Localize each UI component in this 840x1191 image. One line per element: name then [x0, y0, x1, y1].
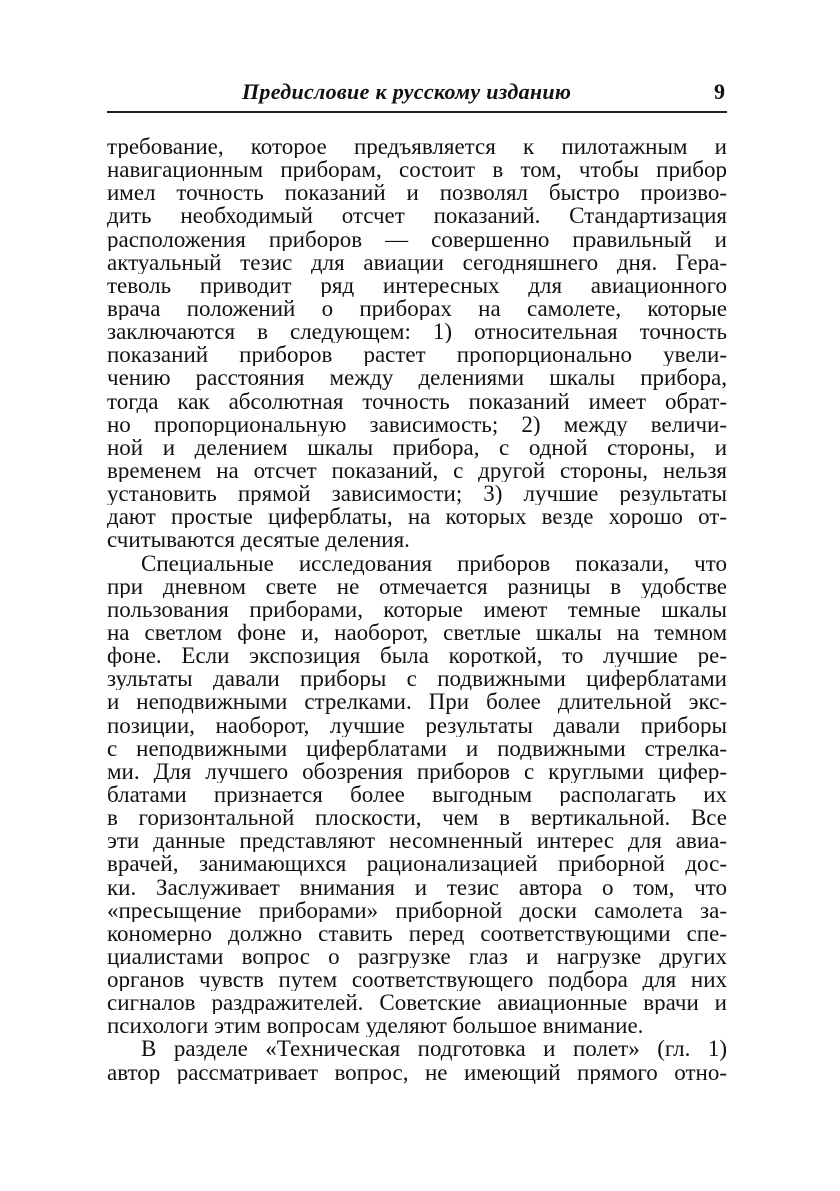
paragraph-end-line: считываются десятые деления.: [107, 528, 410, 552]
text-line: автор рассматривает вопрос, не имеющий прямого отно-: [107, 1060, 727, 1084]
text-line: позиции, наоборот, лучшие результаты давали приборы: [107, 713, 727, 737]
text-line: «пресыщение приборами» приборной доски самолета за-: [107, 898, 727, 922]
text-line: временем на отсчет показаний, с другой стороны, нельзя: [107, 458, 727, 483]
text-line: при дневном свете не отмечается разницы в удобстве: [107, 574, 727, 598]
running-title: Предисловие к русскому изданию: [242, 79, 572, 104]
text-line: ной и делением шкалы прибора, с одной стороны, и: [107, 435, 727, 459]
text-line: в горизонтальной плоскости, чем в вертикальной. Все: [107, 806, 727, 830]
text-line: кономерно должно ставить перед соответствующими спе-: [107, 921, 727, 945]
text-line: пользования приборами, которые имеют темные шкалы: [107, 597, 727, 621]
text-line: врачей, занимающихся рационализацией приборной дос-: [107, 852, 727, 876]
text-line: дить необходимый отсчет показаний. Стандартизация: [107, 204, 727, 228]
text-line: навигационным приборам, состоит в том, чтобы прибор: [107, 158, 727, 182]
text-line: дают простые циферблаты, на которых везде хорошо от-: [107, 505, 727, 529]
text-line: тогда как абсолютная точность показаний имеет обрат-: [107, 389, 727, 413]
text-line: с неподвижными циферблатами и подвижными стрелка-: [107, 736, 727, 760]
text-line: но пропорциональную зависимость; 2) между величи-: [107, 412, 727, 436]
paragraph-first-line: В разделе «Техническая подготовка и полет» (гл. 1): [141, 1037, 727, 1061]
text-line: ми. Для лучшего обозрения приборов с круглыми цифер-: [107, 759, 727, 783]
text-line: блатами признается более выгодным располагать их: [107, 782, 727, 807]
text-line: установить прямой зависимости; 3) лучшие результаты: [107, 482, 727, 506]
text-line: заключаются в следующем: 1) относительная точность: [107, 320, 727, 344]
text-line: расположения приборов — совершенно правильный и: [107, 227, 727, 251]
text-line: врача положений о приборах на самолете, которые: [107, 296, 727, 321]
text-line: сигналов раздражителей. Советские авиационные врачи и: [107, 991, 727, 1015]
text-line: эти данные представляют несомненный интерес для авиа-: [107, 829, 727, 853]
page-number: 9: [714, 79, 725, 104]
text-line: теволь приводит ряд интересных для авиационного: [107, 273, 727, 297]
text-line: органов чувств путем соответствующего подбора для них: [107, 968, 727, 992]
body-text: [107, 135, 727, 1084]
text-line: показаний приборов растет пропорционально увели-: [107, 343, 727, 367]
text-line: имел точность показаний и позволял быстро произво-: [107, 181, 727, 205]
text-line: и неподвижными стрелками. При более длительной экс-: [107, 690, 727, 714]
running-header: [107, 73, 727, 113]
text-line: актуальный тезис для авиации сегодняшнего дня. Гера-: [107, 250, 727, 274]
text-line: циалистами вопрос о разгрузке глаз и нагрузке других: [107, 944, 727, 969]
text-line: ки. Заслуживает внимания и тезис автора о том, что: [107, 875, 727, 899]
paragraph-first-line: Специальные исследования приборов показали, что: [141, 551, 727, 575]
text-line: фоне. Если экспозиция была короткой, то лучшие ре-: [107, 644, 727, 668]
text-line: на светлом фоне и, наоборот, светлые шкалы на темном: [107, 620, 727, 645]
text-line: чению расстояния между делениями шкалы прибора,: [107, 366, 727, 390]
paragraph-end-line: психологи этим вопросам уделяют большое внимание.: [107, 1014, 644, 1038]
text-line: требование, которое предъявляется к пилотажным и: [107, 135, 727, 159]
text-line: зультаты давали приборы с подвижными циферблатами: [107, 667, 727, 691]
